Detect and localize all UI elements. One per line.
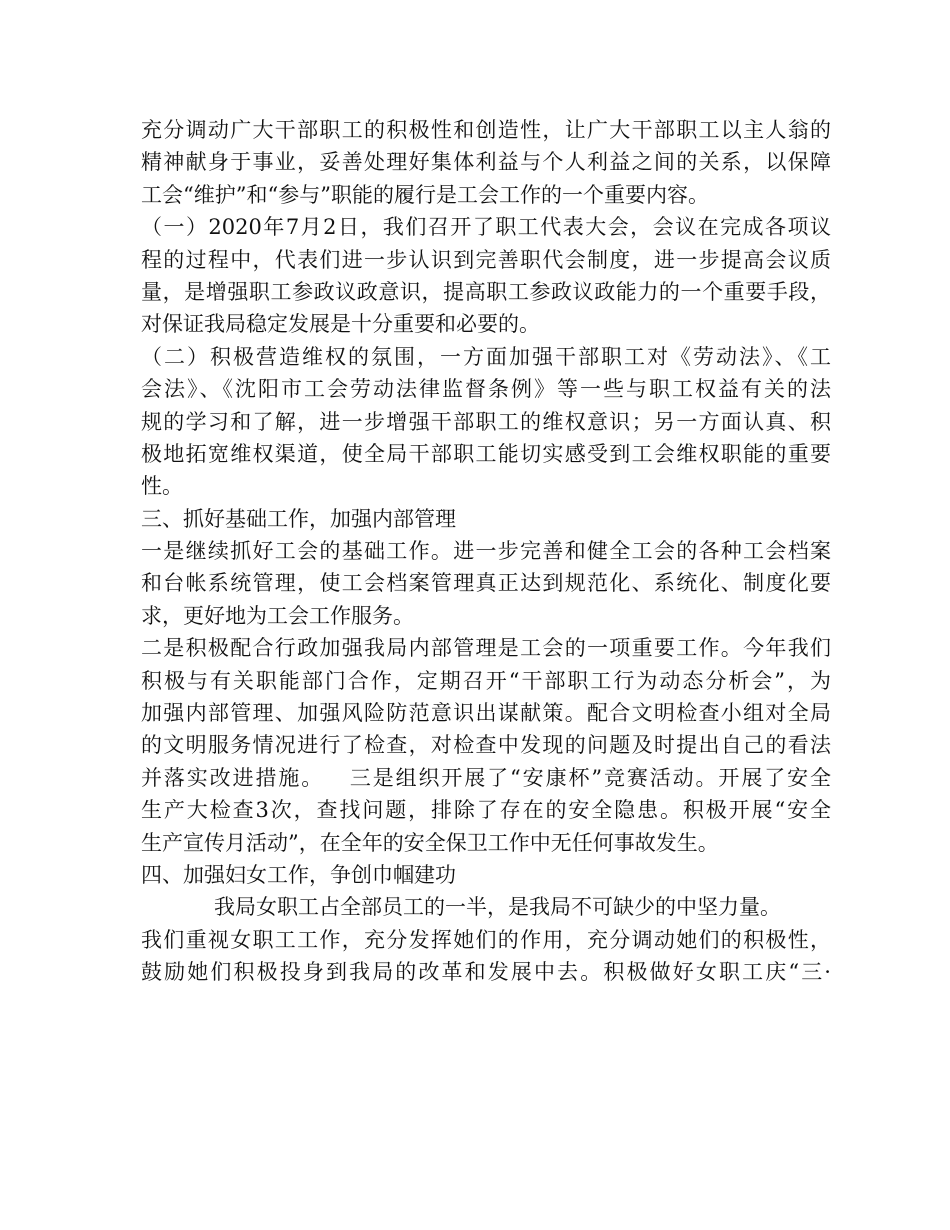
section-heading: 三、抓好基础工作，加强内部管理	[141, 506, 456, 531]
text-line: 程的过程中，代表们进一步认识到完善职代会制度，进一步提高会议质	[141, 247, 831, 272]
text-line: 精神献身于事业，妥善处理好集体利益与个人利益之间的关系，以保障	[141, 150, 831, 175]
text-line: 的文明服务情况进行了检查，对检查中发现的问题及时提出自己的看法	[141, 733, 831, 758]
text-line: 求，更好地为工会工作服务。	[141, 603, 414, 628]
text-line: （一）2020年7月2日，我们召开了职工代表大会，会议在完成各项议	[141, 215, 831, 240]
text-line: 我们重视女职工工作，充分发挥她们的作用，充分调动她们的积极性，	[141, 927, 831, 952]
text-line: 工会“维护”和“参与”职能的履行是工会工作的一个重要内容。	[141, 182, 709, 207]
text-line: 极地拓宽维权渠道，使全局干部职工能切实感受到工会维权职能的重要	[141, 441, 831, 466]
text-line: （二）积极营造维权的氛围，一方面加强干部职工对《劳动法》、《工	[141, 344, 831, 369]
text-line: 和台帐系统管理，使工会档案管理真正达到规范化、系统化、制度化要	[141, 571, 831, 596]
text-line: 并落实改进措施。 三是组织开展了“安康杯”竞赛活动。开展了安全	[141, 765, 831, 790]
text-line: 会法》、《沈阳市工会劳动法律监督条例》等一些与职工权益有关的法	[141, 377, 831, 402]
text-line: 加强内部管理、加强风险防范意识出谋献策。配合文明检查小组对全局	[141, 701, 831, 726]
text-line: 二是积极配合行政加强我局内部管理是工会的一项重要工作。今年我们	[141, 636, 831, 661]
text-line: 生产宣传月活动”，在全年的安全保卫工作中无任何事故发生。	[141, 830, 719, 855]
text-line: 积极与有关职能部门合作，定期召开“干部职工行为动态分析会”，为	[141, 668, 831, 693]
text-line: 充分调动广大干部职工的积极性和创造性，让广大干部职工以主人翁的	[141, 118, 831, 142]
text-line: 生产大检查3次，查找问题，排除了存在的安全隐患。积极开展“安全	[141, 798, 831, 823]
text-line: 规的学习和了解，进一步增强干部职工的维权意识；另一方面认真、积	[141, 409, 831, 434]
section-heading: 四、加强妇女工作，争创巾帼建功	[141, 862, 456, 887]
document-body	[141, 114, 831, 989]
text-line: 量，是增强职工参政议政意识，提高职工参政议政能力的一个重要手段，	[141, 279, 831, 304]
text-line: 我局女职工占全部员工的一半，是我局不可缺少的中坚力量。	[214, 895, 781, 920]
text-line: 一是继续抓好工会的基础工作。进一步完善和健全工会的各种工会档案	[141, 539, 831, 564]
text-line: 鼓励她们积极投身到我局的改革和发展中去。积极做好女职工庆“三·	[141, 960, 831, 985]
text-line: 对保证我局稳定发展是十分重要和必要的。	[141, 312, 540, 337]
text-line: 性。	[141, 474, 183, 499]
